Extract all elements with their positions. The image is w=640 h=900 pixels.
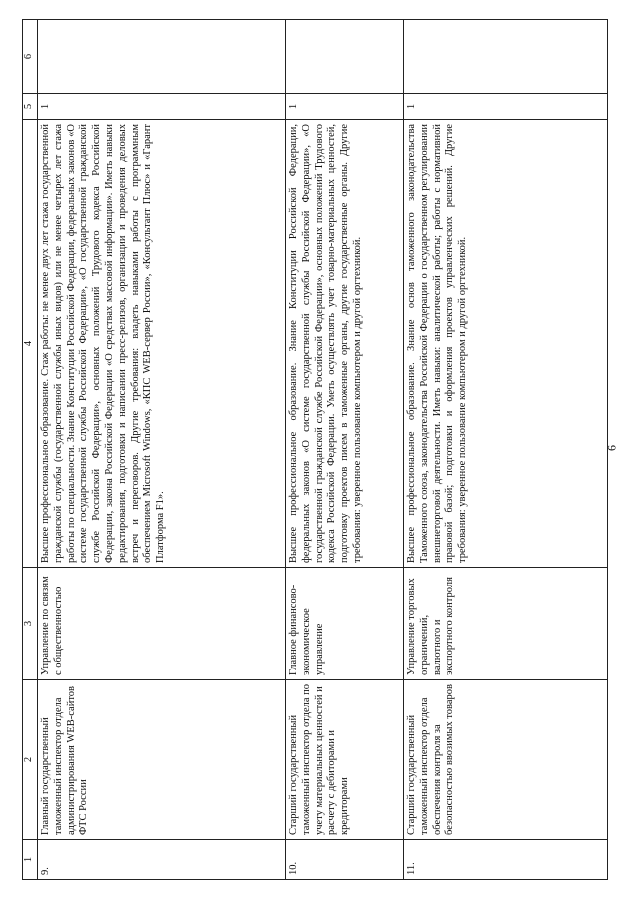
row-number: 11. [404, 840, 608, 880]
table-row [286, 20, 404, 880]
header-col-4: 4 [23, 120, 38, 568]
header-col-5: 5 [23, 94, 38, 120]
requirements-cell: Высшее профессиональное образование. Стаж работы: не менее двух лет стажа государственной гражданской службы (государственной службы иных видов) или не менее четырех лет стажа работы по специальности. Знание Конституции Российской Федерации, федеральных законов «О системе государственной службы Российской Федерации», «О государственной гражданской службе Российской Федерации», основных положений Трудового кодекса Российской Федерации, закона Российской Федерации «О средствах массовой информации». Иметь навыки редактирования, подготовки и написании пресс-релизов, организации и проведения деловых встреч и переговоров. Другие требования: владеть навыками работы с программным обеспечением Microsoft Windows, «КПС WEB-сервер России», «Консультант Плюс» и «Гарант Платформа F1». [38, 120, 286, 568]
count-cell: 1 [404, 94, 608, 120]
requirements-cell: Высшее профессиональное образование. Знание Конституции Российской Федерации, федеральных законов «О системе государственной службы Российской Федерации», «О государственной гражданской службе Российской Федерации», основных положений Трудового кодекса Российской Федерации. Уметь осуществлять учет товарно-материальных ценностей, подготовку проектов писем в таможенные органы, другие государственные органы. Другие требования: уверенное пользование компьютером и другой оргтехникой. [286, 120, 404, 568]
department-cell: Управление торговых ограничений, валютного и экспортного контроля [404, 568, 608, 680]
position-cell: Главный государственный таможенный инспектор отдела администрирования WEB-сайтов ФТС России [38, 680, 286, 840]
position-cell: Старший государственный таможенный инспектор отдела по учету материальных ценностей и расчету с дебиторами и кредиторами [286, 680, 404, 840]
header-col-1: 1 [23, 840, 38, 880]
position-cell: Старший государственный таможенный инспектор отдела обеспечения контроля за безопасностью ввозимых товаров [404, 680, 608, 840]
department-cell: Главное финансово-экономическое управление [286, 568, 404, 680]
count-cell: 1 [38, 94, 286, 120]
extra-cell [286, 20, 404, 94]
row-number: 9. [38, 840, 286, 880]
table-row [404, 20, 608, 880]
vacancy-table [22, 19, 608, 880]
department-cell: Управление по связям с общественностью [38, 568, 286, 680]
page-number: 6 [604, 445, 619, 451]
count-cell: 1 [286, 94, 404, 120]
requirements-cell: Высшее профессиональное образование. Знание основ таможенного законодательства Таможенного союза, законодательства Российской Федерации о государственном регулировании внешнеторговой деятельности. Иметь навыки: аналитической работы; работы с нормативной правовой базой; подготовки и оформления проектов управленческих решений. Другие требования: уверенное пользование компьютером и другой оргтехникой. [404, 120, 608, 568]
header-col-6: 6 [23, 20, 38, 94]
table-row [38, 20, 286, 880]
row-number: 10. [286, 840, 404, 880]
header-col-2: 2 [23, 680, 38, 840]
header-col-3: 3 [23, 568, 38, 680]
vacancy-table-sheet [22, 20, 608, 880]
header-row [23, 20, 38, 880]
extra-cell [404, 20, 608, 94]
extra-cell [38, 20, 286, 94]
